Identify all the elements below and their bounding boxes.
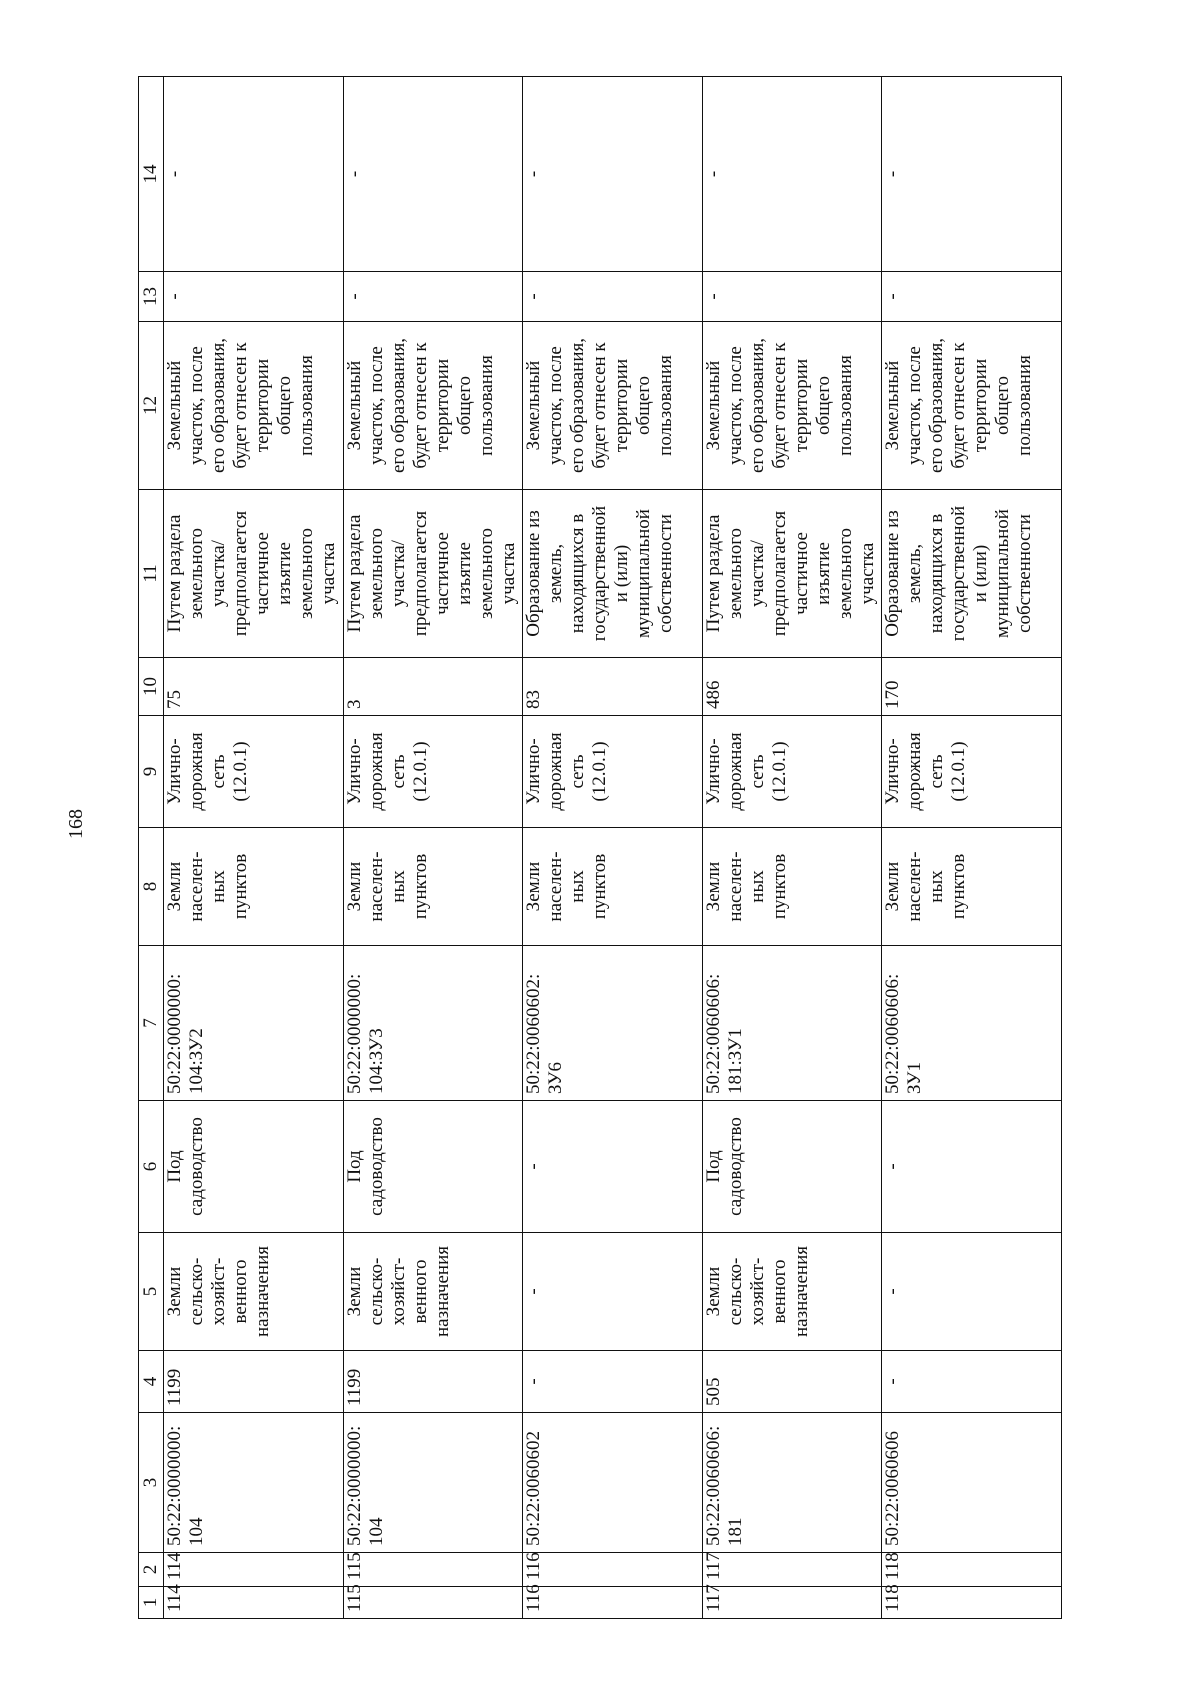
table-cell-col-7: 50:22:0000000: 104:ЗУ2 [164,946,344,1101]
table-cell-col-11: Путем раздела земельного участка/ предполагается частичное изъятие земельного участка [164,490,344,658]
table-cell-col-1: 115 [343,1587,523,1619]
table-cell-col-6: Под садоводство [343,1101,523,1233]
table-cell-col-11: Образование из земель, находящихся в государственной и (или) муниципальной собственности [882,490,1062,658]
table-cell-col-8: Земли населен- ных пунктов [164,828,344,946]
table-cell-col-14: - [523,77,703,272]
table-row [882,77,1062,1619]
table-cell-col-1: 117 [702,1587,882,1619]
table-cell-col-1: 118 [882,1587,1062,1619]
table-cell-col-2: 117 [702,1553,882,1587]
table-cell-col-10: 75 [164,658,344,716]
table-cell-col-11: Путем раздела земельного участка/ предполагается частичное изъятие земельного участка [702,490,882,658]
table-cell-col-12: Земельный участок, после его образования, будет отнесен к территории общего пользования [164,322,344,490]
table-cell-col-4: 1199 [164,1351,344,1413]
table-cell-col-7: 50:22:0060606: ЗУ1 [882,946,1062,1101]
table-row [702,77,882,1619]
table-cell-col-7: 50:22:0000000: 104:ЗУ3 [343,946,523,1101]
table-cell-col-8: Земли населен- ных пунктов [882,828,1062,946]
table-cell-col-10: 83 [523,658,703,716]
table-row [164,77,344,1619]
table-body [164,77,1062,1619]
column-header-3: 3 [139,1413,164,1553]
table-cell-col-12: Земельный участок, после его образования, будет отнесен к территории общего пользования [702,322,882,490]
table-cell-col-2: 115 [343,1553,523,1587]
table-cell-col-13: - [702,272,882,322]
header-row [139,77,164,1619]
table-cell-col-11: Путем раздела земельного участка/ предполагается частичное изъятие земельного участка [343,490,523,658]
column-header-14: 14 [139,77,164,272]
table-cell-col-3: 50:22:0060606 [882,1413,1062,1553]
column-header-10: 10 [139,658,164,716]
table-cell-col-4: 1199 [343,1351,523,1413]
table-cell-col-9: Улично- дорожная сеть (12.0.1) [882,716,1062,828]
column-header-9: 9 [139,716,164,828]
table-cell-col-9: Улично- дорожная сеть (12.0.1) [702,716,882,828]
table-cell-col-5: - [523,1233,703,1351]
table-cell-col-3: 50:22:0060606: 181 [702,1413,882,1553]
table-cell-col-14: - [343,77,523,272]
table-cell-col-13: - [343,272,523,322]
table-cell-col-3: 50:22:0000000: 104 [164,1413,344,1553]
table-cell-col-8: Земли населен- ных пунктов [343,828,523,946]
table-cell-col-6: Под садоводство [164,1101,344,1233]
table-cell-col-4: - [882,1351,1062,1413]
table-cell-col-7: 50:22:0060602: ЗУ6 [523,946,703,1101]
table-row [343,77,523,1619]
table-cell-col-7: 50:22:0060606: 181:ЗУ1 [702,946,882,1101]
rotated-table-wrapper [138,77,1062,1619]
table-cell-col-13: - [523,272,703,322]
table-cell-col-5: Земли сельско- хозяйст- венного назначения [164,1233,344,1351]
table-cell-col-14: - [882,77,1062,272]
table-cell-col-5: Земли сельско- хозяйст- венного назначения [702,1233,882,1351]
table-cell-col-2: 114 [164,1553,344,1587]
column-header-11: 11 [139,490,164,658]
table-cell-col-5: Земли сельско- хозяйст- венного назначения [343,1233,523,1351]
page-number: 168 [65,809,87,839]
table-cell-col-9: Улично- дорожная сеть (12.0.1) [343,716,523,828]
table-cell-col-12: Земельный участок, после его образования, будет отнесен к территории общего пользования [523,322,703,490]
table-row [523,77,703,1619]
table-cell-col-13: - [164,272,344,322]
table-cell-col-3: 50:22:0000000: 104 [343,1413,523,1553]
table-cell-col-1: 114 [164,1587,344,1619]
table-cell-col-8: Земли населен- ных пунктов [702,828,882,946]
table-cell-col-8: Земли населен- ных пунктов [523,828,703,946]
table-cell-col-2: 116 [523,1553,703,1587]
table-cell-col-12: Земельный участок, после его образования, будет отнесен к территории общего пользования [343,322,523,490]
table-cell-col-1: 116 [523,1587,703,1619]
column-header-4: 4 [139,1351,164,1413]
table-cell-col-13: - [882,272,1062,322]
table-cell-col-4: - [523,1351,703,1413]
table-cell-col-3: 50:22:0060602 [523,1413,703,1553]
table-cell-col-14: - [702,77,882,272]
table-cell-col-9: Улично- дорожная сеть (12.0.1) [523,716,703,828]
column-header-7: 7 [139,946,164,1101]
table-cell-col-11: Образование из земель, находящихся в государственной и (или) муниципальной собственности [523,490,703,658]
column-header-5: 5 [139,1233,164,1351]
table-cell-col-9: Улично- дорожная сеть (12.0.1) [164,716,344,828]
table-cell-col-10: 486 [702,658,882,716]
column-header-2: 2 [139,1553,164,1587]
column-header-12: 12 [139,322,164,490]
table-cell-col-6: - [882,1101,1062,1233]
table-cell-col-5: - [882,1233,1062,1351]
land-plot-table [138,76,1062,1619]
table-cell-col-10: 170 [882,658,1062,716]
table-cell-col-10: 3 [343,658,523,716]
table-cell-col-4: 505 [702,1351,882,1413]
table-cell-col-12: Земельный участок, после его образования, будет отнесен к территории общего пользования [882,322,1062,490]
table-cell-col-14: - [164,77,344,272]
column-header-13: 13 [139,272,164,322]
table-cell-col-6: Под садоводство [702,1101,882,1233]
table-cell-col-6: - [523,1101,703,1233]
column-header-6: 6 [139,1101,164,1233]
column-header-1: 1 [139,1587,164,1619]
table-cell-col-2: 118 [882,1553,1062,1587]
column-header-8: 8 [139,828,164,946]
